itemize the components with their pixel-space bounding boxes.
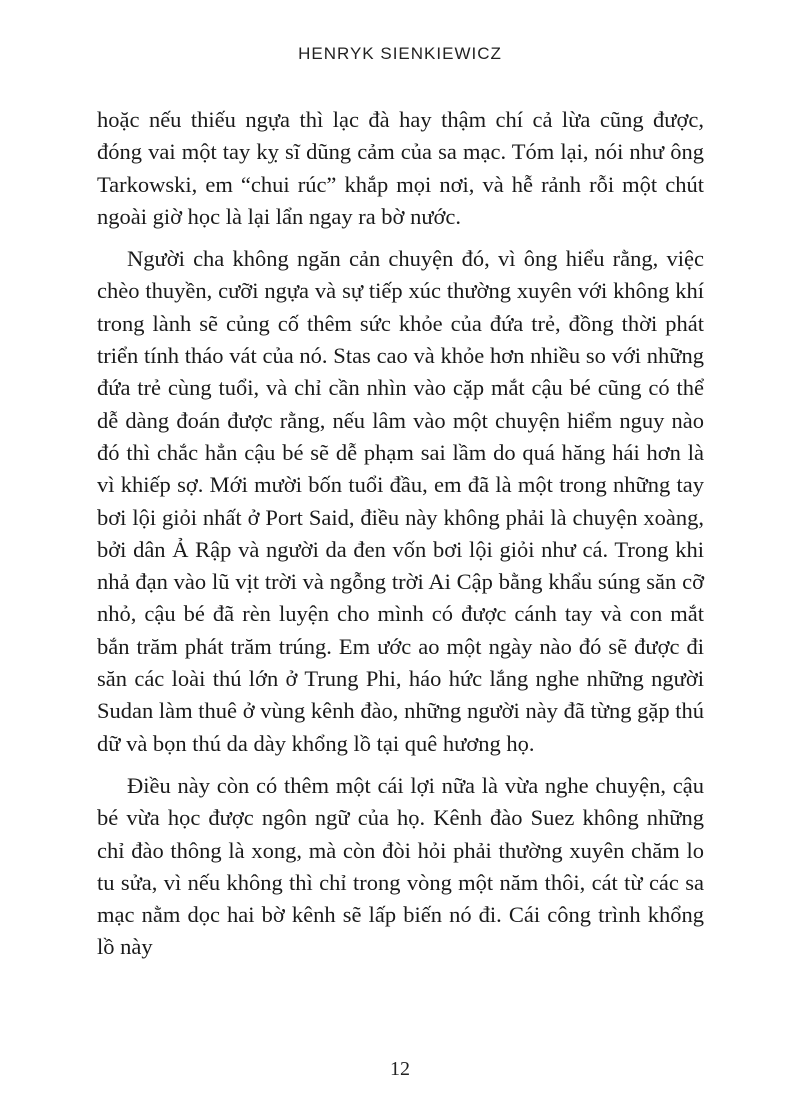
running-header-author: HENRYK SIENKIEWICZ	[298, 44, 502, 63]
paragraph: Điều này còn có thêm một cái lợi nữa là vừa nghe chuyện, cậu bé vừa học được ngôn ngữ của họ. Kênh đào Suez không những chỉ đào thông là xong, mà còn đòi hỏi phải thường xuyên chăm lo tu sửa, vì nếu không thì chỉ trong vòng một năm thôi, cát từ các sa mạc nằm dọc hai bờ kênh sẽ lấp biến nó đi. Cái công trình khổng lồ này	[97, 772, 704, 960]
paragraph: Người cha không ngăn cản chuyện đó, vì ông hiểu rằng, việc chèo thuyền, cưỡi ngựa và sự tiếp xúc thường xuyên với không khí trong lành sẽ củng cố thêm sức khỏe của đứa trẻ, đồng thời phát triển tính tháo vát của nó. Stas cao và khỏe hơn nhiều so với những đứa trẻ cùng tuổi, và chỉ cần nhìn vào cặp mắt cậu bé cũng có thể dễ dàng đoán được rằng, nếu lâm vào một chuyện hiểm nguy nào đó thì chắc hẳn cậu bé sẽ dễ phạm sai lầm do quá hăng hái hơn là vì khiếp sợ. Mới mười bốn tuổi đầu, em đã là một trong những tay bơi lội giỏi nhất ở Port Said, điều này không phải là chuyện xoàng, bởi dân Ả Rập và người da đen vốn bơi lội giỏi như cá. Trong khi nhả đạn vào lũ vịt trời và ngỗng trời Ai Cập bằng khẩu súng săn cỡ nhỏ, cậu bé đã rèn luyện cho mình có được cánh tay và con mắt bắn trăm phát trăm trúng. Em ước ao một ngày nào đó sẽ được đi săn các loài thú lớn ở Trung Phi, háo hức lắng nghe những người Sudan làm thuê ở vùng kênh đào, những người này đã từng gặp thú dữ và bọn thú da dày khổng lồ tại quê hương họ.	[97, 246, 704, 756]
paragraph-continued: hoặc nếu thiếu ngựa thì lạc đà hay thậm chí cả lừa cũng được, đóng vai một tay kỵ sĩ dũng cảm của sa mạc. Tóm lại, nói như ông Tarkowski, em “chui rúc” khắp mọi nơi, và hễ rảnh rỗi một chút ngoài giờ học là lại lẩn ngay ra bờ nước.	[97, 107, 704, 229]
body-text	[97, 104, 704, 964]
page-number: 12	[390, 1058, 410, 1080]
